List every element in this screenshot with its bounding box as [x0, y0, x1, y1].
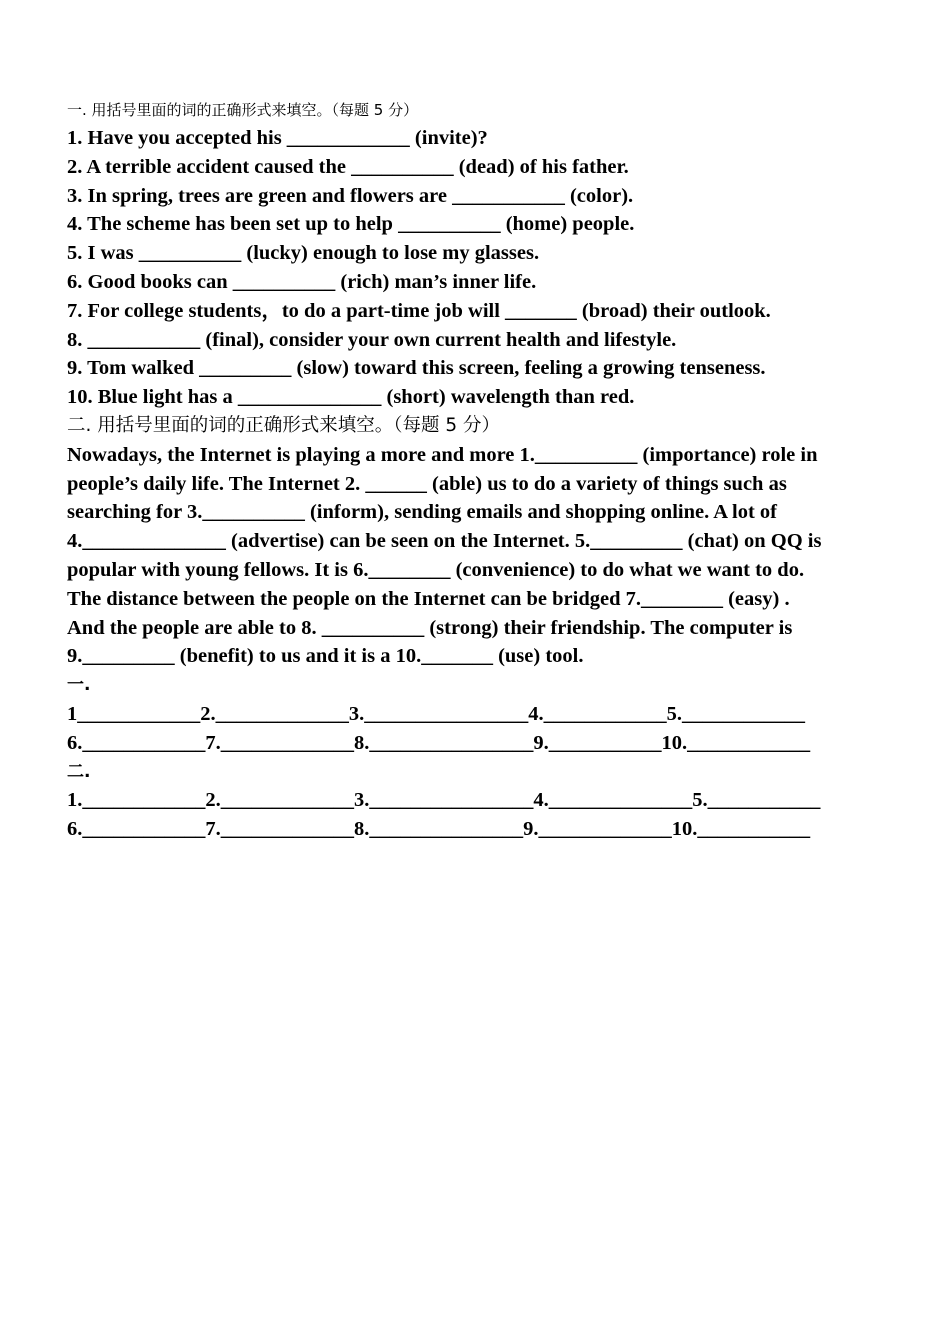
question-2: 2. A terrible accident caused the __________ (dead) of his father. — [67, 155, 629, 178]
passage-line-2: people’s daily life. The Internet 2. ______ (able) us to do a variety of things such as — [67, 472, 787, 495]
question-9: 9. Tom walked _________ (slow) toward this screen, feeling a growing tenseness. — [67, 357, 766, 380]
answer-part1-row2: 6.____________7._____________8.________________9.___________10.____________ — [67, 731, 811, 754]
section2-passage — [67, 441, 883, 671]
passage-line-8: 9._________ (benefit) to us and it is a 10._______ (use) tool. — [67, 645, 584, 668]
section1-questions — [67, 124, 883, 412]
answer-part2-row2: 6.____________7._____________8._______________9._____________10.___________ — [67, 818, 811, 841]
answer-part2-label: 二. — [67, 761, 91, 782]
section2-title: 二. 用括号里面的词的正确形式来填空。（每题 5 分） — [67, 414, 501, 436]
answer-part1-row1: 1____________2._____________3.________________4.____________5.____________ — [67, 702, 805, 725]
passage-line-3: searching for 3.__________ (inform), sending emails and shopping online. A lot of — [67, 501, 777, 524]
question-7: 7. For college students，to do a part-time job will _______ (broad) their outlook. — [67, 299, 771, 322]
worksheet-page — [67, 96, 883, 844]
question-3: 3. In spring, trees are green and flowers are ___________ (color). — [67, 184, 634, 207]
passage-line-5: popular with young fellows. It is 6.________ (convenience) to do what we want to do. — [67, 558, 805, 581]
question-8: 8. ___________ (final), consider your own current health and lifestyle. — [67, 328, 677, 351]
section1-title: 一. 用括号里面的词的正确形式来填空。（每题 5 分） — [67, 101, 419, 119]
answer-part1-label: 一. — [67, 675, 91, 696]
question-1: 1. Have you accepted his ____________ (invite)? — [67, 127, 488, 149]
passage-line-7: And the people are able to 8. __________ (strong) their friendship. The computer is — [67, 616, 793, 639]
question-6: 6. Good books can __________ (rich) man’s inner life. — [67, 270, 537, 293]
passage-line-1: Nowadays, the Internet is playing a more and more 1.__________ (importance) role in — [67, 443, 818, 466]
passage-line-6: The distance between the people on the Internet can be bridged 7.________ (easy) . — [67, 587, 790, 610]
question-4: 4. The scheme has been set up to help __________ (home) people. — [67, 213, 635, 236]
question-5: 5. I was __________ (lucky) enough to lose my glasses. — [67, 242, 540, 265]
passage-line-4: 4.______________ (advertise) can be seen on the Internet. 5._________ (chat) on QQ is — [67, 530, 822, 553]
answer-part2-row1: 1.____________2._____________3.________________4.______________5.___________ — [67, 789, 821, 812]
question-10: 10. Blue light has a ______________ (short) wavelength than red. — [67, 386, 635, 409]
